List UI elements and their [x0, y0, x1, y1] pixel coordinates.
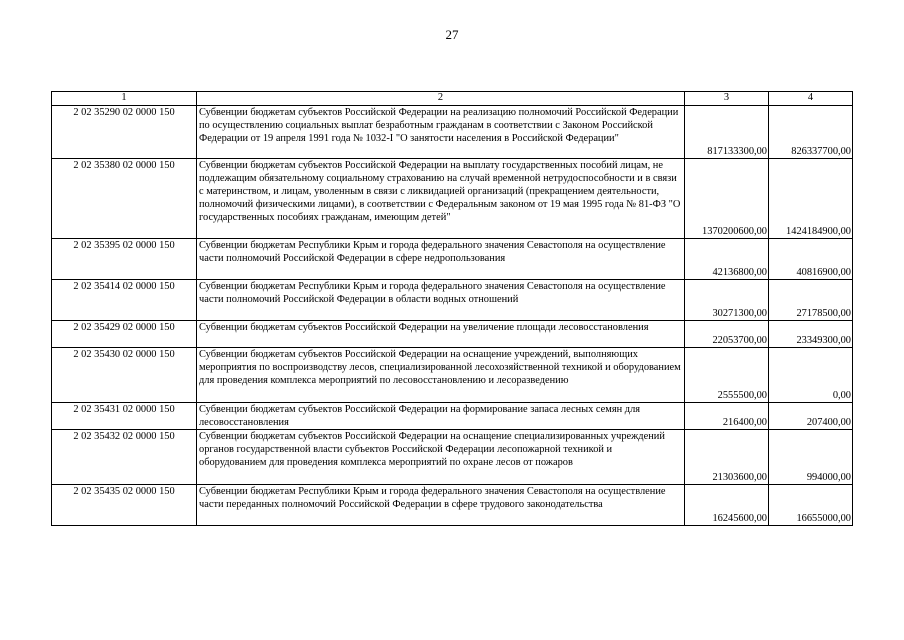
budget-code: 2 02 35432 02 0000 150	[52, 430, 197, 485]
amount-col4: 1424184900,00	[769, 159, 853, 239]
table-row	[52, 106, 853, 159]
budget-code: 2 02 35380 02 0000 150	[52, 159, 197, 239]
amount-col4: 826337700,00	[769, 106, 853, 159]
table-row	[52, 159, 853, 239]
table-row	[52, 321, 853, 348]
budget-table	[51, 91, 853, 526]
table-row	[52, 430, 853, 485]
amount-col3: 817133300,00	[685, 106, 769, 159]
row-description: Субвенции бюджетам субъектов Российской Федерации на оснащение учреждений, выполняющих мероприятия по воспроизводству лесов, специализированной лесохозяйственной техникой и оборудованием для проведения комплекса мероприятий по лесовосстановлению и лесоразведению	[197, 348, 685, 403]
table-row	[52, 348, 853, 403]
amount-col3: 216400,00	[685, 403, 769, 430]
amount-col4: 40816900,00	[769, 239, 853, 280]
amount-col3: 30271300,00	[685, 280, 769, 321]
budget-code: 2 02 35429 02 0000 150	[52, 321, 197, 348]
amount-col3: 2555500,00	[685, 348, 769, 403]
budget-code: 2 02 35430 02 0000 150	[52, 348, 197, 403]
table-row	[52, 280, 853, 321]
table-row	[52, 403, 853, 430]
amount-col4: 27178500,00	[769, 280, 853, 321]
budget-code: 2 02 35414 02 0000 150	[52, 280, 197, 321]
amount-col3: 21303600,00	[685, 430, 769, 485]
page-number: 27	[445, 27, 459, 42]
budget-code: 2 02 35431 02 0000 150	[52, 403, 197, 430]
column-numbers-row	[52, 92, 853, 106]
amount-col4: 994000,00	[769, 430, 853, 485]
budget-code: 2 02 35395 02 0000 150	[52, 239, 197, 280]
table-row	[52, 239, 853, 280]
row-description: Субвенции бюджетам Республики Крым и города федерального значения Севастополя на осуществление части полномочий Российской Федерации в сфере недропользования	[197, 239, 685, 280]
amount-col4: 0,00	[769, 348, 853, 403]
column-header-1: 1	[52, 92, 197, 106]
row-description: Субвенции бюджетам Республики Крым и города федерального значения Севастополя на осуществление части переданных полномочий Российской Федерации в сфере трудового законодательства	[197, 485, 685, 526]
amount-col4: 23349300,00	[769, 321, 853, 348]
column-header-4: 4	[769, 92, 853, 106]
row-description: Субвенции бюджетам Республики Крым и города федерального значения Севастополя на осуществление части полномочий Российской Федерации в области водных отношений	[197, 280, 685, 321]
budget-code: 2 02 35435 02 0000 150	[52, 485, 197, 526]
budget-code: 2 02 35290 02 0000 150	[52, 106, 197, 159]
amount-col4: 16655000,00	[769, 485, 853, 526]
row-description: Субвенции бюджетам субъектов Российской Федерации на формирование запаса лесных семян для лесовосстановления	[197, 403, 685, 430]
row-description: Субвенции бюджетам субъектов Российской Федерации на оснащение специализированных учреждений органов государственной власти субъектов Российской Федерации лесопожарной техникой и оборудованием для проведения комплекса мероприятий по охране лесов от пожаров	[197, 430, 685, 485]
row-description: Субвенции бюджетам субъектов Российской Федерации на увеличение площади лесовосстановления	[197, 321, 685, 348]
amount-col3: 22053700,00	[685, 321, 769, 348]
column-header-3: 3	[685, 92, 769, 106]
table-row	[52, 485, 853, 526]
row-description: Субвенции бюджетам субъектов Российской Федерации на реализацию полномочий Российской Федерации по осуществлению социальных выплат безработным гражданам в соответствии с Законом Российской Федерации от 19 апреля 1991 года № 1032-I "О занятости населения в Российской Федерации"	[197, 106, 685, 159]
amount-col3: 16245600,00	[685, 485, 769, 526]
row-description: Субвенции бюджетам субъектов Российской Федерации на выплату государственных пособий лицам, не подлежащим обязательному социальному страхованию на случай временной нетрудоспособности и в связи с материнством, и лицам, уволенным в связи с ликвидацией организаций (прекращением деятельности, полномочий физическими лицами), в соответствии с Федеральным законом от 19 мая 1995 года № 81-ФЗ "О государственных пособиях гражданам, имеющим детей"	[197, 159, 685, 239]
amount-col3: 1370200600,00	[685, 159, 769, 239]
amount-col4: 207400,00	[769, 403, 853, 430]
column-header-2: 2	[197, 92, 685, 106]
amount-col3: 42136800,00	[685, 239, 769, 280]
